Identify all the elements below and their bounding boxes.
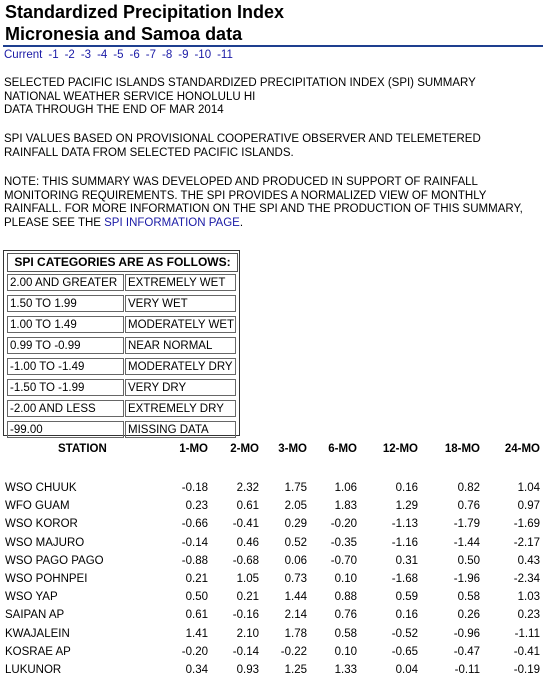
basis-paragraph	[4, 133, 481, 160]
spi-value: 1.83	[334, 500, 357, 513]
spi-value: 0.76	[334, 609, 357, 622]
spi-value: -0.52	[391, 627, 418, 640]
station-name: WSO POHNPEI	[5, 573, 88, 585]
spi-value: 0.16	[395, 482, 418, 494]
header-line: DATA THROUGH THE END OF MAR 2014	[4, 104, 224, 116]
spi-value: 1.04	[517, 482, 540, 494]
summary-header	[4, 77, 476, 118]
spi-value: 0.10	[334, 645, 357, 658]
category-label: VERY DRY	[125, 379, 236, 396]
basis-line: SPI VALUES BASED ON PROVISIONAL COOPERATIVE OBSERVER AND TELEMETERED	[4, 133, 481, 145]
table-row	[0, 664, 550, 680]
station-name: KOSRAE AP	[5, 645, 71, 658]
table-row	[0, 555, 550, 571]
spi-value: 0.76	[457, 500, 480, 513]
column-header: 18-MO	[444, 443, 480, 455]
title-line-2: Micronesia and Samoa data	[5, 24, 243, 44]
table-row	[0, 500, 550, 516]
spi-value: 1.05	[236, 573, 259, 585]
month-nav	[4, 49, 239, 61]
spi-value: -0.20	[330, 518, 357, 531]
spi-value: 1.33	[334, 664, 357, 676]
table-row	[0, 518, 550, 534]
note-paragraph	[4, 176, 523, 230]
note-line	[4, 217, 523, 231]
spi-information-link[interactable]: SPI INFORMATION PAGE	[104, 216, 240, 229]
spi-value: -0.41	[513, 645, 540, 658]
table-row	[0, 573, 550, 589]
title-divider	[3, 45, 543, 47]
station-name: LUKUNOR	[5, 664, 62, 676]
station-name: WSO CHUUK	[5, 482, 77, 494]
column-header: 12-MO	[382, 443, 418, 455]
spi-value: 1.44	[284, 591, 307, 604]
spi-value: -1.16	[391, 536, 418, 549]
spi-value: 0.52	[284, 536, 307, 549]
spi-value: 0.23	[185, 500, 208, 513]
spi-value: 0.26	[457, 609, 480, 622]
spi-value: -0.68	[232, 554, 259, 567]
spi-value: 0.21	[236, 591, 259, 604]
spi-value: 0.06	[284, 554, 307, 567]
column-header: 2-MO	[230, 443, 259, 455]
station-name: SAIPAN AP	[5, 609, 65, 622]
category-range: -2.00 AND LESS	[7, 400, 124, 417]
spi-value: 0.29	[284, 518, 307, 531]
spi-value: 0.61	[185, 609, 208, 622]
spi-value: 2.32	[236, 482, 259, 494]
spi-value: 1.41	[185, 627, 208, 640]
spi-value: -2.17	[513, 536, 540, 549]
spi-value: 0.10	[334, 573, 357, 585]
spi-value: 0.59	[395, 591, 418, 604]
spi-value: 0.88	[334, 591, 357, 604]
spi-categories-table	[3, 250, 240, 436]
spi-value: -0.35	[330, 536, 357, 549]
spi-value: 2.14	[284, 609, 307, 622]
spi-value: -0.96	[453, 627, 480, 640]
category-label: VERY WET	[125, 295, 236, 312]
category-range: 1.00 TO 1.49	[7, 316, 124, 333]
table-row	[0, 482, 550, 498]
note-line: NOTE: THIS SUMMARY WAS DEVELOPED AND PRODUCED IN SUPPORT OF RAINFALL	[4, 176, 478, 188]
table-row	[0, 591, 550, 607]
note-prefix: PLEASE SEE THE	[4, 216, 105, 229]
spi-value: -0.20	[181, 645, 208, 658]
nav-month-link[interactable]: -10	[194, 49, 212, 61]
spi-value: 0.34	[185, 664, 208, 676]
station-name: WSO MAJURO	[5, 536, 85, 549]
spi-value: -0.41	[232, 518, 259, 531]
spi-value: 0.82	[457, 482, 480, 494]
spi-value: 0.97	[517, 500, 540, 513]
category-label: EXTREMELY DRY	[125, 400, 236, 417]
spi-value: 0.21	[185, 573, 208, 585]
spi-value: -0.14	[232, 645, 259, 658]
column-header: 1-MO	[179, 443, 208, 455]
table-row	[0, 646, 550, 662]
spi-value: -0.66	[181, 518, 208, 531]
spi-value: -1.96	[453, 573, 480, 585]
spi-value: -0.70	[330, 554, 357, 567]
nav-month-link[interactable]: -9	[178, 49, 189, 61]
spi-value: 0.93	[236, 664, 259, 676]
spi-value: -0.47	[453, 645, 480, 658]
page-title	[5, 1, 284, 45]
spi-value: -1.44	[453, 536, 480, 549]
nav-month-link[interactable]: -6	[129, 49, 140, 61]
spi-value: 0.50	[457, 554, 480, 567]
nav-month-link[interactable]: -5	[113, 49, 124, 61]
nav-month-link[interactable]: -11	[217, 49, 233, 61]
spi-value: 2.10	[236, 627, 259, 640]
spi-value: 0.23	[517, 609, 540, 622]
station-name: WSO KOROR	[5, 518, 78, 531]
category-range: -1.50 TO -1.99	[7, 379, 124, 396]
column-header: STATION	[58, 443, 107, 455]
station-name: WSO YAP	[5, 591, 58, 604]
nav-month-link[interactable]: -4	[97, 49, 108, 61]
category-range: -99.00	[7, 421, 124, 438]
nav-month-link[interactable]: -8	[162, 49, 173, 61]
table-row	[0, 537, 550, 553]
categories-title: SPI CATEGORIES ARE AS FOLLOWS:	[7, 253, 238, 272]
spi-value: 0.43	[517, 554, 540, 567]
header-line: NATIONAL WEATHER SERVICE HONOLULU HI	[4, 90, 256, 103]
spi-value: -0.22	[280, 645, 307, 658]
spi-value: 0.58	[334, 627, 357, 640]
station-name: WSO PAGO PAGO	[5, 554, 104, 567]
spi-value: 1.75	[284, 482, 307, 494]
header-line: SELECTED PACIFIC ISLANDS STANDARDIZED PRECIPITATION INDEX (SPI) SUMMARY	[4, 77, 476, 89]
column-header: 6-MO	[328, 443, 357, 455]
spi-value: -0.16	[232, 609, 259, 622]
column-header: 3-MO	[278, 443, 307, 455]
spi-value: 0.16	[395, 609, 418, 622]
spi-value: -1.11	[514, 627, 540, 640]
spi-value: 1.29	[395, 500, 418, 513]
basis-line: RAINFALL DATA FROM SELECTED PACIFIC ISLANDS.	[4, 146, 294, 159]
note-suffix: .	[239, 216, 244, 229]
category-label: EXTREMELY WET	[125, 274, 236, 291]
spi-value: 1.06	[334, 482, 357, 494]
nav-month-link[interactable]: -3	[80, 49, 92, 61]
nav-month-link[interactable]: -7	[145, 49, 156, 61]
category-range: 0.99 TO -0.99	[7, 337, 124, 354]
category-label: MODERATELY DRY	[125, 358, 236, 375]
spi-value: -0.19	[513, 664, 540, 676]
category-range: -1.00 TO -1.49	[7, 358, 124, 375]
category-range: 1.50 TO 1.99	[7, 295, 124, 312]
spi-value: -1.69	[513, 518, 540, 531]
spi-value: -1.79	[453, 518, 480, 531]
spi-value: 1.25	[284, 664, 307, 676]
spi-value: -0.18	[181, 482, 208, 494]
category-label: NEAR NORMAL	[125, 337, 236, 354]
table-row	[0, 628, 550, 644]
nav-month-link[interactable]: -2	[64, 49, 75, 61]
spi-value: 0.04	[395, 664, 418, 676]
spi-value: -0.14	[181, 536, 208, 549]
category-range: 2.00 AND GREATER	[7, 274, 124, 291]
category-label: MODERATELY WET	[125, 316, 236, 333]
title-line-1: Standardized Precipitation Index	[5, 2, 285, 22]
spi-value: -1.13	[391, 518, 418, 531]
nav-current-link[interactable]: Current	[4, 49, 43, 61]
spi-value: -0.65	[391, 645, 418, 658]
station-name: WFO GUAM	[5, 500, 70, 513]
spi-value: -0.11	[454, 664, 480, 676]
spi-value: 0.31	[395, 554, 418, 567]
spi-value: 2.05	[284, 500, 307, 513]
spi-value: 0.46	[236, 536, 259, 549]
spi-value: -1.68	[391, 573, 418, 585]
station-name: KWAJALEIN	[5, 627, 70, 640]
category-label: MISSING DATA	[125, 421, 236, 438]
spi-value: 0.73	[284, 573, 307, 585]
spi-value: 0.61	[236, 500, 259, 513]
spi-value: 0.50	[185, 591, 208, 604]
spi-value: 1.78	[284, 627, 307, 640]
spi-value: 0.58	[457, 591, 480, 604]
note-line: RAINFALL. FOR MORE INFORMATION ON THE SPI AND THE PRODUCTION OF THIS SUMMARY,	[4, 203, 523, 215]
spi-value: -0.88	[181, 554, 208, 567]
spi-value: -2.34	[513, 573, 540, 585]
nav-month-link[interactable]: -1	[48, 49, 59, 61]
table-row	[0, 609, 550, 625]
spi-value: 1.03	[517, 591, 540, 604]
column-header: 24-MO	[504, 443, 540, 455]
note-line: MONITORING REQUIREMENTS. THE SPI PROVIDES A NORMALIZED VIEW OF MONTHLY	[4, 189, 487, 202]
